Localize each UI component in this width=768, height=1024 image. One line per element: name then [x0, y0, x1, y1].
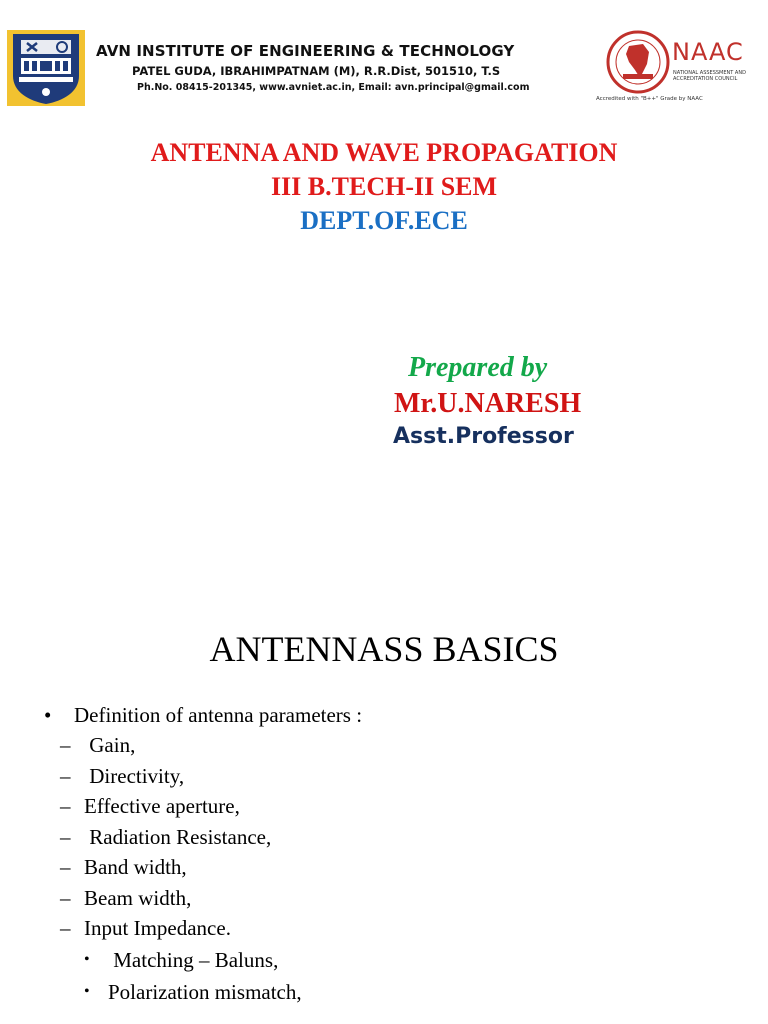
parameter-directivity: Directivity, — [84, 763, 185, 788]
list-item — [44, 822, 744, 853]
list-item — [44, 852, 744, 883]
author-designation: Asst.Professor — [393, 424, 574, 449]
list-item — [44, 700, 744, 730]
college-crest-icon — [7, 30, 85, 106]
subject-title: ANTENNA AND WAVE PROPAGATION — [150, 138, 618, 167]
dash-icon: – — [60, 763, 71, 788]
dash-icon: – — [60, 733, 71, 757]
naac-seal-icon — [605, 30, 675, 96]
institute-address: PATEL GUDA, IBRAHIMPATNAM (M), R.R.Dist, 501510, T.S — [132, 64, 501, 78]
dash-icon: – — [60, 794, 71, 818]
slide-title — [0, 136, 768, 238]
accreditation-grade: Accredited with "B++" Grade by NAAC — [596, 96, 703, 102]
dash-icon: – — [60, 855, 71, 879]
topic-heading: Definition of antenna parameters : — [74, 703, 363, 727]
section-title: ANTENNASS BASICS — [209, 629, 559, 669]
bullet-icon: • — [44, 703, 52, 727]
department-title: DEPT.OF.ECE — [300, 206, 468, 235]
parameter-gain: Gain, — [84, 733, 136, 757]
parameter-effective-aperture: Effective aperture, — [84, 794, 240, 818]
topic-list — [44, 700, 744, 1008]
institute-name: AVN INSTITUTE OF ENGINEERING & TECHNOLOGY — [96, 42, 515, 60]
list-item — [44, 976, 744, 1008]
list-item — [44, 944, 744, 976]
parameter-radiation-resistance: Radiation Resistance, — [84, 824, 272, 849]
bullet-icon: • — [84, 950, 90, 968]
list-item — [44, 730, 744, 761]
naac-label: NAAC — [672, 38, 744, 66]
parameter-beam-width: Beam width, — [84, 885, 192, 910]
dash-icon: – — [60, 885, 71, 910]
dash-icon: – — [60, 916, 71, 940]
list-item — [44, 883, 744, 914]
author-name: Mr.U.NARESH — [394, 388, 582, 419]
institute-contact: Ph.No. 08415-201345, www.avniet.ac.in, Email: avn.principal@gmail.com — [137, 82, 530, 93]
list-item — [44, 913, 744, 944]
sub-item-polarization-mismatch: Polarization mismatch, — [108, 979, 302, 1004]
list-item — [44, 761, 744, 792]
course-title: III B.TECH-II SEM — [270, 172, 498, 201]
bullet-icon: • — [84, 982, 90, 1000]
dash-icon: – — [60, 824, 71, 849]
sub-item-matching-baluns: Matching – Baluns, — [108, 947, 279, 972]
institute-header — [0, 0, 768, 110]
list-item — [44, 791, 744, 822]
naac-full-name: NATIONAL ASSESSMENT AND ACCREDITATION COUNCIL — [673, 70, 746, 82]
parameter-input-impedance: Input Impedance. — [84, 916, 231, 940]
prepared-by-label: Prepared by — [408, 352, 548, 383]
parameter-band-width: Band width, — [84, 855, 187, 879]
